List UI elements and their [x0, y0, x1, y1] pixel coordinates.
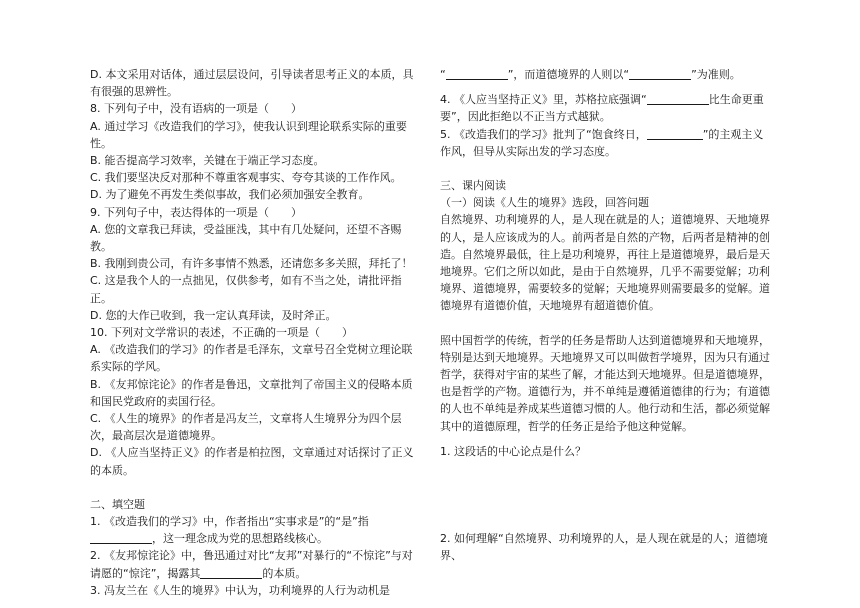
question-8 [90, 100, 422, 203]
q8-option-c: C. 我们要坚决反对那种不尊重客观事实、夸夸其谈的工作作风。 [90, 171, 402, 185]
fill-blank-5 [440, 126, 773, 160]
fill-blank-1 [90, 513, 422, 547]
q10-stem: 10. 下列对文学常识的表述，不正确的一项是（ ） [90, 326, 353, 340]
answer-space-1[interactable] [440, 460, 773, 530]
q8-option-b: B. 能否提高学习效率，关键在于端正学习态度。 [90, 154, 325, 168]
fill3-text-before: 3. 冯友兰在《人生的境界》中认为，功利境界的人行为动机是 [90, 583, 390, 597]
right-column [440, 66, 773, 564]
q8-stem: 8. 下列句子中，没有语病的一项是（ ） [90, 102, 302, 116]
section-2-title: 二、填空题 [90, 497, 145, 511]
fill2-text-before: 2. 《友邦惊诧论》中，鲁迅通过对比“友邦”对暴行的“不惊诧”与对请愿的“惊诧”，揭露其 [90, 549, 413, 580]
q10-option-b: B. 《友邦惊诧论》的作者是鲁迅，文章批判了帝国主义的侵略本质和国民党政府的卖国行径。 [90, 377, 413, 408]
fill5-text-after: ”的主观主义作风，但导从实际出发的学习态度。 [440, 127, 764, 158]
fill-blank-4 [440, 91, 773, 125]
reading-passage-2: 照中国哲学的传统，哲学的任务是帮助人达到道德境界和天地境界，特别是达到天地境界。天地境界又可以叫做哲学境界，因为只有通过哲学，获得对宇宙的某些了解，才能达到天地境界。但是道德境界，也是哲学的产物。道德行为，并不单纯是遵循道德律的行为；有道德的人也不单纯是养成某些道德习惯的人。他行动和生活，都必须觉解其中的道德原理，哲学的任务正是给予他这种觉解。 [440, 333, 770, 433]
fill3-text-middle: ”，而道德境界的人则以“ [507, 68, 630, 81]
reading-question-2: 2. 如何理解“自然境界、功利境界的人，是人现在就是的人；道德境界、 [440, 532, 768, 563]
q9-option-a: A. 您的文章我已拜读，受益匪浅，其中有几处疑问，还望不吝赐教。 [90, 222, 402, 254]
question-10 [90, 324, 422, 479]
fill1-text-before: 1. 《改造我们的学习》中，作者指出“实事求是”的“是”指 [90, 515, 369, 529]
left-column [90, 66, 422, 599]
fill1-blank[interactable] [90, 531, 152, 544]
fill-blank-3-continued [440, 66, 773, 83]
question-9 [90, 204, 422, 324]
q8-option-a: A. 通过学习《改造我们的学习》，使我认识到理论联系实际的重要性。 [90, 119, 407, 150]
fill2-blank[interactable] [200, 566, 262, 579]
fill-blank-2 [90, 547, 422, 581]
fill4-text-before: 4. 《人应当坚持正义》里，苏格拉底强调“ [440, 93, 647, 107]
q8-option-d: D. 为了避免不再发生类似事故，我们必须加强安全教育。 [90, 188, 370, 202]
q9-option-b: B. 我刚到贵公司，有许多事情不熟悉，还请您多多关照，拜托了！ [90, 257, 413, 271]
reading-passage-1: 自然境界、功利境界的人，是人现在就是的人；道德境界、天地境界的人，是人应该成为的人。前两者是自然的产物，后两者是精神的创造。自然境界最低，往上是功利境界，再往上是道德境界，最后是天地境界。它们之所以如此，是由于自然境界，几乎不需要觉解；功利境界、道德境界，需要较多的觉解；天地境界则需要最多的觉解。道德境界有道德价值，天地境界有超道德价值。 [440, 213, 770, 313]
fill3-open-quote: “ [440, 68, 446, 81]
fill3-text-end: ”为准则。 [691, 68, 741, 81]
q9-option-c: C. 这是我个人的一点拙见，仅供参考，如有不当之处，请批评指正。 [90, 274, 402, 305]
fill3-blank-a[interactable] [446, 67, 508, 80]
q10-option-d: D. 《人应当坚持正义》的作者是柏拉图，文章通过对话探讨了正义的本质。 [90, 446, 414, 477]
fill4-text-after: 比生命更重要”，因此拒绝以不正当方式越狱。 [440, 93, 764, 124]
reading-1-title: （一）阅读《人生的境界》选段，回答问题 [440, 196, 649, 210]
reading-question-1: 1. 这段话的中心论点是什么？ [440, 444, 586, 458]
q9-option-d: D. 您的大作已收到，我一定认真拜读，及时斧正。 [90, 308, 337, 322]
q7-option-d: D. 本文采用对话体，通过层层设问，引导读者思考正义的本质，具有很强的思辨性。 [90, 68, 414, 99]
fill4-blank[interactable] [647, 92, 709, 105]
fill5-text-before: 5. 《改造我们的学习》批判了“饱食终日， [440, 127, 647, 141]
fill-blank-3 [90, 582, 422, 599]
q10-option-c: C. 《人生的境界》的作者是冯友兰，文章将人生境界分为四个层次，最高层次是道德境界。 [90, 412, 402, 443]
q10-option-a: A. 《改造我们的学习》的作者是毛泽东，文章号召全党树立理论联系实际的学风。 [90, 343, 413, 374]
section-3-title: 三、课内阅读 [440, 179, 506, 193]
fill3-blank-b[interactable] [629, 67, 691, 80]
fill1-text-after: ，这一理念成为党的思想路线核心。 [152, 532, 328, 546]
fill5-blank[interactable] [647, 127, 703, 140]
q9-stem: 9. 下列句子中，表达得体的一项是（ ） [90, 205, 302, 219]
fill2-text-after: 的本质。 [262, 566, 307, 580]
